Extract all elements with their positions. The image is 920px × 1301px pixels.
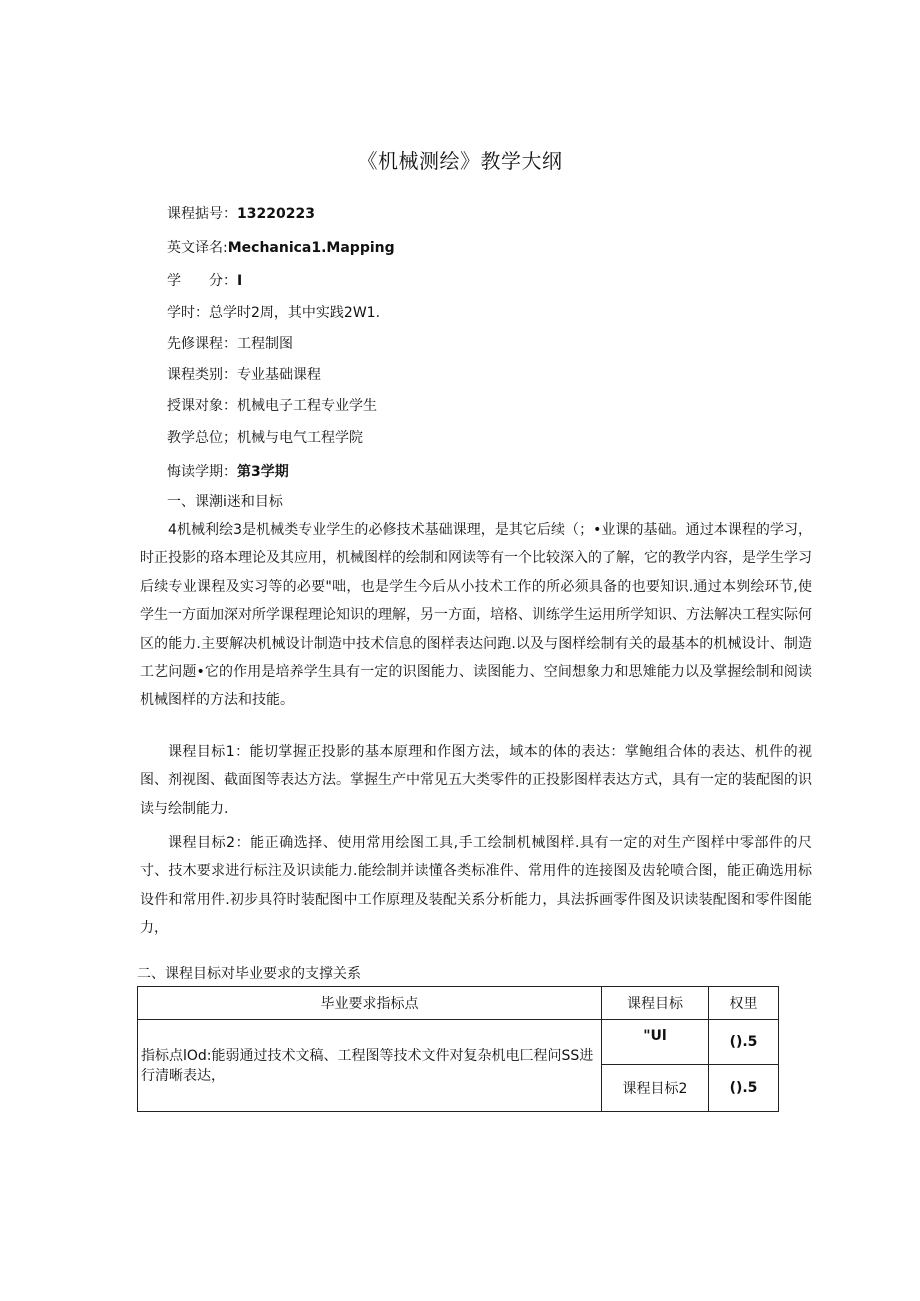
category-value: 专业基础课程 [237, 367, 321, 383]
english-name-line [167, 237, 395, 257]
department-value: 机械与电气工程学院 [237, 430, 363, 446]
prereq-line [167, 333, 293, 353]
paragraph-overview: 4机械利绘3是机械类专业学生的必修技术基础课理，是其它后续（；•业课的基础。通过本课程的学习，时正投影的珞本理论及其应用，机械图样的绘制和网读等有一个比较深入的了解，它的教学内容，是学生学习后续专业课程及实习等的必要"咄，也是学生今后从小技术工作的所必须具备的也要知识.通过本刿绘环节,使学生一方面加深对所学课程理论知识的理解，另一方面，培格、训练学生运用所学知识、方法解决工程实际何区的能力.主要解决机械设计制造中技术信息的图样表达问跑.以及与图样绘制有关的最基本的机械设计、制造工艺问题•它的作用是培养学生具有一定的识图能力、读图能力、空间想象力和思雉能力以及掌握绘制和阅读机械图样的方法和技能。 [140, 522, 812, 709]
category-line [167, 364, 321, 384]
hours-label: 学时： [167, 305, 209, 321]
table-header-indicator: 毕业要求指标点 [137, 986, 602, 1020]
section-heading-1: 一、课潮i迷和目标 [167, 494, 283, 510]
semester-value: 第3学期 [237, 464, 289, 480]
audience-label: 授课对象： [167, 398, 237, 414]
english-name-value: Mechanica1.Mapping [227, 240, 395, 256]
table-border [137, 986, 779, 1112]
credits-label: 学 分： [167, 273, 237, 289]
semester-line [167, 461, 289, 481]
table-cell-goal: 课程目标2 [601, 1064, 709, 1112]
support-table [137, 986, 779, 1112]
hours-value: 总学时2周，其中实践2W1. [209, 305, 381, 321]
category-label: 课程类别： [167, 367, 237, 383]
prereq-label: 先修课程： [167, 336, 237, 352]
table-cell-weight: ().5 [708, 1064, 779, 1112]
course-code-line [167, 203, 315, 223]
department-line [167, 427, 363, 447]
english-name-label: 英文译名: [167, 240, 228, 256]
document-title: 《机械测绘》教学大纲 [357, 149, 563, 173]
semester-label: 悔读学期： [167, 464, 237, 480]
credits-line [167, 270, 242, 290]
hours-line [167, 302, 380, 322]
audience-value: 机械电子工程专业学生 [237, 398, 377, 414]
table-cell-indicator: 指标点lOd:能弱通过技术文稿、工程图等技术文件对复杂机电匚程问SS进行清晰表达， [137, 1019, 602, 1112]
paragraph-goal-2: 课程目标2：能正确选择、使用常用绘图工具,手工绘制机械图样.具有一定的对生产图样中零部件的尺寸、技木要求进行标注及识读能力.能绘制并读懂各类标准件、常用件的连接图及齿轮喷合图，能正确选用标设件和常用件.初步具符时装配图中工作原理及装配关系分析能力，具法拆画零件图及识读装配图和零件图能力， [140, 835, 812, 937]
table-cell-weight: ().5 [708, 1019, 779, 1065]
department-label: 教学总位； [167, 430, 237, 446]
paragraph-goal-1: 课程目标1：能切掌握正投影的基本原理和作图方法，域本的体的表达：掌鲍组合体的表达、机件的视图、剂视图、截面图等表达方法。掌握生产中常见五大类零件的正投影图样表达方式，具有一定的装配图的识读与绘制能力. [140, 744, 812, 817]
audience-line [167, 395, 377, 415]
table-header-weight: 权里 [708, 986, 779, 1020]
table-header-goal: 课程目标 [601, 986, 709, 1020]
section-heading-2: 二、课程目标对毕业要求的支撑关系 [137, 966, 361, 982]
course-code-label: 课程掂号： [167, 206, 237, 222]
prereq-value: 工程制图 [237, 336, 293, 352]
credits-value: I [237, 273, 243, 289]
table-cell-goal: "Ul [601, 1019, 709, 1065]
course-code-value: 13220223 [237, 206, 315, 222]
